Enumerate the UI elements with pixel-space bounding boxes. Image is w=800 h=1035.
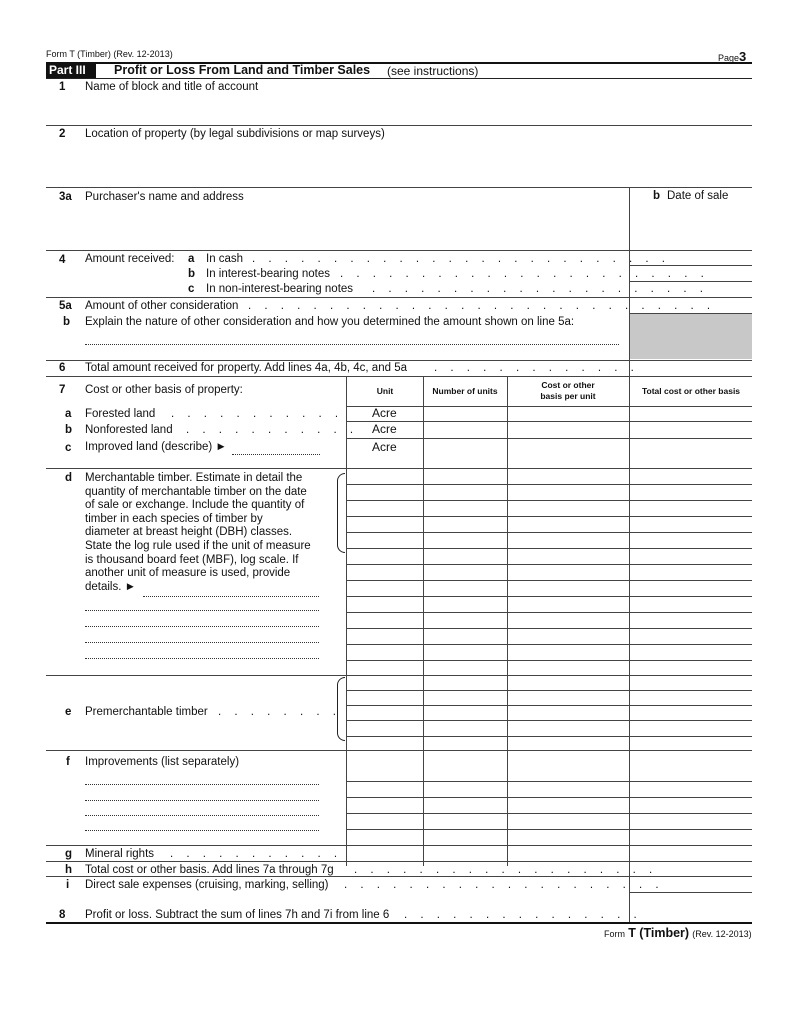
part-badge: Part III <box>46 63 96 78</box>
line-2-number: 2 <box>59 128 66 140</box>
line-6-number: 6 <box>59 362 66 374</box>
line-5a-label: Amount of other consideration <box>85 300 239 312</box>
expenses-7i-input[interactable] <box>632 877 750 891</box>
amount-4a-input[interactable] <box>632 251 750 264</box>
rule-4 <box>46 297 752 298</box>
col-divider-2 <box>423 376 424 866</box>
rule-7-header <box>346 406 752 407</box>
line-1-input[interactable] <box>82 96 750 124</box>
brace-7e <box>337 677 345 741</box>
line-7i-label: Direct sale expenses (cruising, marking, selling) <box>85 879 329 891</box>
line-7a-letter: a <box>65 408 72 420</box>
line-5a-number: 5a <box>59 300 72 312</box>
footer-rev: (Rev. 12-2013) <box>692 929 752 939</box>
grid-7d-1 <box>346 484 752 485</box>
line-7d-text-9: details. ► <box>85 580 137 593</box>
amount-5a-input[interactable] <box>632 299 750 312</box>
grid-7e-4 <box>346 736 752 737</box>
grid-7d-4 <box>346 532 752 533</box>
col-cost-line-1: Cost or other <box>541 380 595 390</box>
divider-3 <box>629 187 630 250</box>
page-label-text: Page <box>718 53 740 63</box>
line-5b-label: Explain the nature of other consideration and how you determined the amount shown on line 5a: <box>85 316 575 328</box>
line-7d-text-8: another unit of measure is used, provide <box>85 567 291 580</box>
line-8-number: 8 <box>59 909 66 921</box>
rule-7e <box>46 750 752 751</box>
rule-7f <box>46 845 752 846</box>
total-7h-input[interactable] <box>632 862 750 875</box>
grid-7d-6 <box>346 564 752 565</box>
part-note: (see instructions) <box>387 64 479 78</box>
date-of-sale-input[interactable] <box>633 206 749 248</box>
col-divider-1 <box>346 376 347 866</box>
line-4b-letter: b <box>188 268 196 280</box>
line-7e-letter: e <box>65 706 72 718</box>
line-4c-letter: c <box>188 283 195 295</box>
line-7a-label: Forested land <box>85 408 156 420</box>
grid-7d-9 <box>346 612 752 613</box>
line-7f-letter: f <box>66 756 70 768</box>
grid-7d-2 <box>346 500 752 501</box>
line-7b-leader: . . . . . . . . . . . <box>186 424 359 436</box>
rule-7i <box>630 892 752 893</box>
line-7-number: 7 <box>59 384 66 396</box>
divider-4-5 <box>629 250 630 360</box>
line-7d-text-5: diameter at breast height (DBH) classes. <box>85 526 293 539</box>
grid-7f-3 <box>346 813 752 814</box>
line-4a-leader: . . . . . . . . . . . . . . . . . . . . . . . . . . <box>252 253 670 265</box>
line-4-label: Amount received: <box>85 253 175 265</box>
footer-form-id <box>604 926 752 940</box>
line-7e-label: Premerchantable timber <box>85 706 208 718</box>
grid-7d-3 <box>346 516 752 517</box>
purchaser-input[interactable] <box>82 206 624 248</box>
line-7h-label: Total cost or other basis. Add lines 7a through 7g <box>85 864 334 876</box>
line-1-number: 1 <box>59 81 66 93</box>
unit-7a: Acre <box>372 406 397 420</box>
line-7h-letter: h <box>65 864 73 876</box>
grid-7d-5 <box>346 548 752 549</box>
footer-rule <box>46 922 752 924</box>
line-2-input[interactable] <box>82 143 750 185</box>
line-7g-leader: . . . . . . . . . . . <box>170 848 343 860</box>
line-7e-leader: . . . . . . . . <box>218 706 341 718</box>
grid-7d-7 <box>346 580 752 581</box>
rule-2 <box>46 187 752 188</box>
line-2-label: Location of property (by legal subdivisions or map surveys) <box>85 128 385 140</box>
line-7d-text-1: Merchantable timber. Estimate in detail the <box>85 472 303 484</box>
line-4c-label: In non-interest-bearing notes <box>206 283 354 295</box>
line-5a-leader: . . . . . . . . . . . . . . . . . . . . . . . . . . . . . <box>248 300 716 312</box>
line-6-leader: . . . . . . . . . . . . . <box>434 362 639 374</box>
profit-loss-input[interactable] <box>632 906 750 921</box>
line-7c-letter: c <box>65 442 72 454</box>
line-3b-label: Date of sale <box>667 190 729 202</box>
line-7b-label: Nonforested land <box>85 424 173 436</box>
line-7a-leader: . . . . . . . . . . . <box>171 408 344 420</box>
line-8-leader: . . . . . . . . . . . . . . . <box>404 909 642 921</box>
line-7c-describe-input[interactable] <box>232 441 320 454</box>
page-number: 3 <box>739 49 747 64</box>
line-7c-label: Improved land (describe) ► <box>85 441 227 453</box>
line-4b-leader: . . . . . . . . . . . . . . . . . . . . . . . <box>340 268 709 280</box>
line-7c-dotted <box>232 454 320 455</box>
line-7d-letter: d <box>65 472 73 484</box>
grid-7e-3 <box>346 720 752 721</box>
line-5b-letter: b <box>63 316 71 328</box>
shaded-5b <box>630 314 752 359</box>
col-divider-3 <box>507 376 508 866</box>
line-8-label: Profit or loss. Subtract the sum of lines 7h and 7i from line 6 <box>85 909 390 921</box>
part-title: Profit or Loss From Land and Timber Sales <box>114 63 371 77</box>
rule-7a <box>346 421 752 422</box>
line-7h-leader: . . . . . . . . . . . . . . . . . . . <box>354 864 658 876</box>
line-4a-letter: a <box>188 253 195 265</box>
line-7d-text-6: State the log rule used if the unit of measure <box>85 539 311 552</box>
line-7d-details-input[interactable] <box>85 580 319 661</box>
footer-form-word: Form <box>604 929 625 939</box>
line-3a-label: Purchaser's name and address <box>85 191 244 203</box>
unit-7c: Acre <box>372 440 397 454</box>
line-7d-text-2: quantity of merchantable timber on the date <box>85 485 307 498</box>
grid-7f-4 <box>346 829 752 830</box>
line-7-label: Cost or other basis of property: <box>85 384 243 396</box>
line-4-number: 4 <box>59 254 66 266</box>
line-3b-letter: b <box>653 190 661 202</box>
col-unit-header: Unit <box>376 386 394 396</box>
unit-7b: Acre <box>372 422 397 436</box>
col-divider-4 <box>629 376 630 922</box>
part-rule <box>46 78 752 79</box>
amount-4c-input[interactable] <box>632 282 750 296</box>
grid-7d-10 <box>346 628 752 629</box>
col-cost-per-unit-header <box>508 380 628 402</box>
amount-4b-input[interactable] <box>632 267 750 280</box>
line-7d-text-7: is thousand board feet (MBF), log scale. If <box>85 553 299 566</box>
amount-6-input[interactable] <box>632 361 750 375</box>
grid-7d-12 <box>346 660 752 661</box>
rule-4a <box>630 265 752 266</box>
footer-form-name: T (Timber) <box>628 926 690 940</box>
rule-7c <box>46 468 752 469</box>
line-5b-input[interactable] <box>85 331 619 344</box>
line-7d-text-4: timber in each species of timber by <box>85 512 263 525</box>
col-cost-line-2: basis per unit <box>540 391 596 401</box>
grid-7d-8 <box>346 596 752 597</box>
line-3a-number: 3a <box>59 191 72 203</box>
divider-6 <box>629 360 630 376</box>
line-4c-leader: . . . . . . . . . . . . . . . . . . . . . <box>372 283 708 295</box>
grid-7f-2 <box>346 797 752 798</box>
rule-1 <box>46 125 752 126</box>
rule-7d <box>46 675 752 676</box>
line-7d-description <box>85 472 311 594</box>
line-4b-label: In interest-bearing notes <box>206 268 331 280</box>
line-4a-label: In cash <box>206 253 244 265</box>
line-7b-letter: b <box>65 424 73 436</box>
line-7g-label: Mineral rights <box>85 848 155 860</box>
grid-7e-1 <box>346 690 752 691</box>
grid-7f-1 <box>346 781 752 782</box>
line-6-label: Total amount received for property. Add lines 4a, 4b, 4c, and 5a <box>85 362 407 374</box>
line-7i-leader: . . . . . . . . . . . . . . . . . . . . <box>344 879 664 891</box>
improvements-input[interactable] <box>85 772 319 832</box>
line-7g-letter: g <box>65 848 73 860</box>
line-5b-dotted <box>85 344 619 345</box>
rule-6 <box>46 376 752 377</box>
form-identifier: Form T (Timber) (Rev. 12-2013) <box>46 49 173 59</box>
grid-7d-11 <box>346 644 752 645</box>
line-7i-letter: i <box>66 879 70 891</box>
grid-7e-2 <box>346 705 752 706</box>
line-7f-label: Improvements (list separately) <box>85 756 240 768</box>
line-7d-text-3: of sale or exchange. Include the quantity of <box>85 499 305 512</box>
brace-7d <box>337 473 345 553</box>
col-units-header: Number of units <box>432 386 498 396</box>
line-1-label: Name of block and title of account <box>85 81 259 93</box>
col-total-header: Total cost or other basis <box>641 386 741 396</box>
rule-7b <box>346 438 752 439</box>
